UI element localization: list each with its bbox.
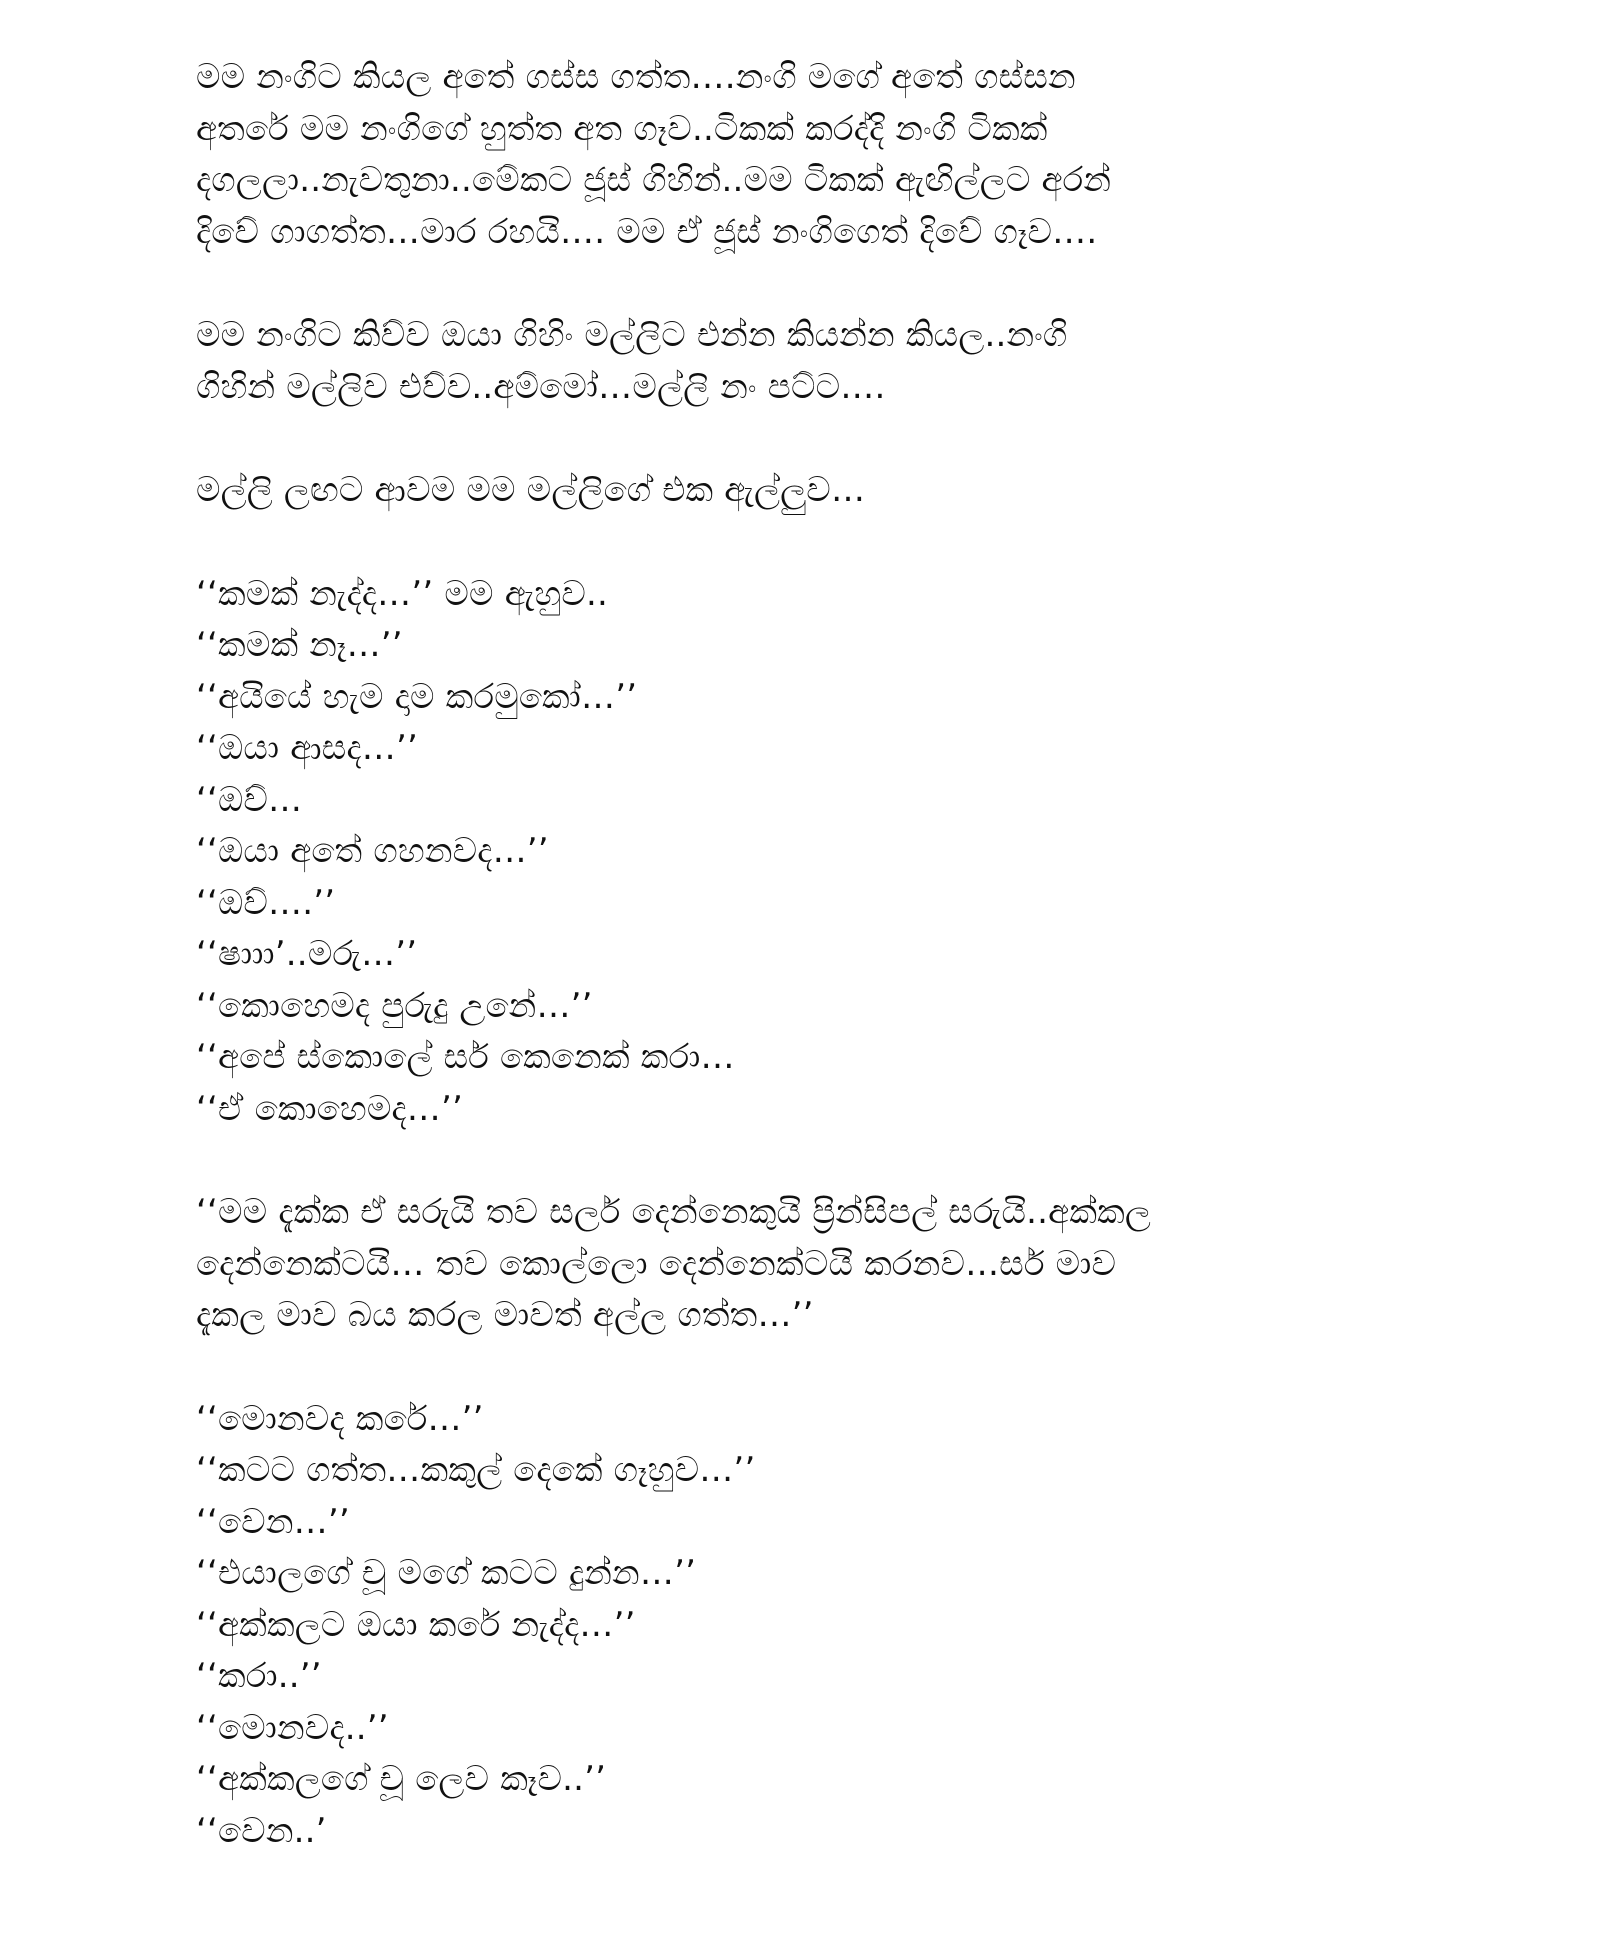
- dialogue-line: ‘‘කරා..’’: [196, 1656, 322, 1696]
- text-line: අතරේ මම නංගිගේ හුත්ත අත ගෑව..ටිකක් කරද්දි නංගි ටිකක්: [196, 108, 1048, 149]
- text-line: දගලලා..නැවතුනා..මේකට ජූස් ගිහින්..මම ටිකක් ඇඟිල්ලට අරන්: [196, 160, 1112, 200]
- paragraph-2: [196, 310, 1520, 413]
- dialogue-line: ‘‘ඔයා ආසද…’’: [196, 728, 418, 768]
- dialogue-line: ‘‘වෙන…’’: [196, 1501, 350, 1542]
- text-line: මම නංගිට කිව්ව ඔයා ගිහිං මල්ලිට එන්න කියන්න කියල..නංගි: [196, 315, 1068, 355]
- dialogue-block-2: [196, 1394, 1520, 1858]
- dialogue-line: ‘‘අපේ ස්කොලේ සර් කෙනෙක් කරා…: [196, 1037, 735, 1077]
- text-line: දෙන්නෙක්ටයි… තව කොල්ලො දෙන්නෙක්ටයි කරනව…සර් මාව: [196, 1243, 1117, 1284]
- dialogue-line: ‘‘කටට ගත්ත…කකුල් දෙකේ ගෑහුව…’’: [196, 1450, 756, 1490]
- dialogue-line: ‘‘කමක් නැද්ද…’’ මම ඇහුව..: [196, 573, 609, 614]
- text-line: මල්ලි ලඟට ආවම මම මල්ලිගේ එක ඇල්ලුව…: [196, 470, 866, 510]
- text-line: දිවේ ගාගත්ත…මාර රහයි…. මම ඒ ජූස් නංගිගෙත් දිවේ ගෑව….: [196, 211, 1098, 252]
- dialogue-line: ‘‘අක්කලට ඔයා කරේ නැද්ද…’’: [196, 1604, 636, 1645]
- text-line: දැකල මාව බය කරල මාවත් අල්ල ගත්ත…’’: [196, 1295, 814, 1335]
- dialogue-line: ‘‘ඒ කොහෙමද…’’: [196, 1088, 464, 1129]
- dialogue-line: ‘‘ෂාාා’..මරු…’’: [196, 934, 418, 974]
- dialogue-line: ‘‘ඔයා අතේ ගහනවද…’’: [196, 831, 549, 871]
- text-line: මම නංගිට කියල අතේ ගස්ස ගත්ත….නංගි මගේ අතේ ගස්සන: [196, 57, 1076, 97]
- dialogue-line: ‘‘අයියේ හැම දාම කරමුකෝ…’’: [196, 676, 638, 717]
- text-line: ‘‘මම දැක්ක ඒ සරුයි තව සර්ල දෙන්නෙකුයි ප්‍රින්සිපල් සරුයි..අක්කල: [196, 1192, 1152, 1232]
- dialogue-line: ‘‘කොහෙමද පුරුදු උනේ…’’: [196, 985, 593, 1026]
- dialogue-line: ‘‘කමක් නෑ…’’: [196, 625, 403, 665]
- dialogue-line: ‘‘ඔව්….’’: [196, 882, 336, 923]
- dialogue-block-1: [196, 569, 1520, 1136]
- dialogue-line: ‘‘මොනවද කරේ…’’: [196, 1398, 484, 1439]
- dialogue-line: ‘‘අක්කලගේ චූ ලෙව කෑව..’’: [196, 1759, 607, 1799]
- paragraph-3: [196, 465, 1520, 517]
- paragraph-1: [196, 52, 1520, 258]
- dialogue-line: ‘‘වෙන..’: [196, 1810, 327, 1851]
- paragraph-5: [196, 1187, 1520, 1342]
- dialogue-line: ‘‘මොනවද..’’: [196, 1707, 389, 1748]
- dialogue-line: ‘‘ඔව්…: [196, 779, 303, 820]
- dialogue-line: ‘‘එයාලගේ චූ මගේ කටට දුන්න…’’: [196, 1553, 697, 1593]
- text-line: ගිහින් මල්ලිව එව්ව..අම්මෝ…මල්ලි නං පට්ට….: [196, 366, 886, 407]
